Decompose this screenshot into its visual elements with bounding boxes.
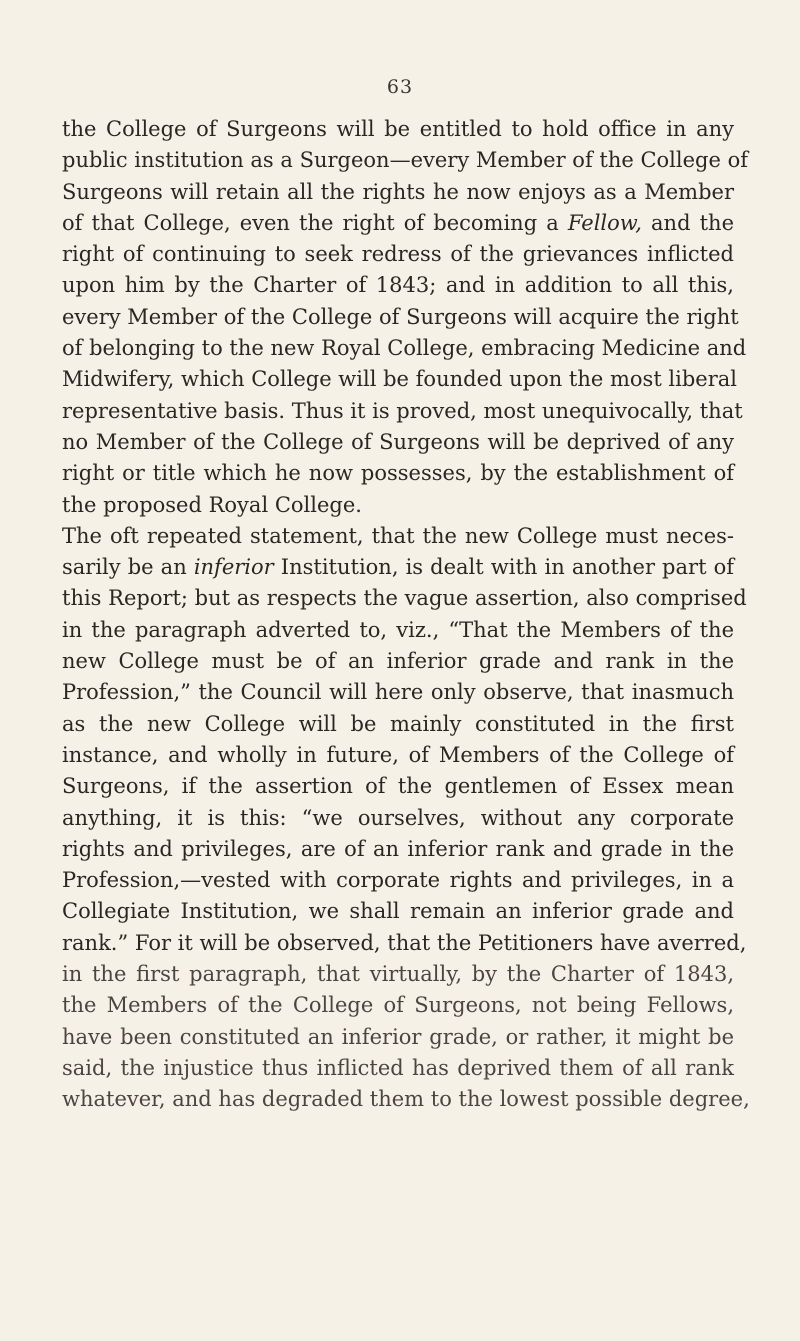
text-segment: of that College, even the right of becoming a bbox=[62, 210, 568, 235]
text-line: right or title which he now possesses, by the establishment of bbox=[62, 461, 734, 486]
italic-word: Fellow, bbox=[567, 210, 642, 235]
text-line: Profession,” the Council will here only observe, that inasmuch bbox=[62, 680, 734, 705]
text-line: have been constituted an inferior grade, or rather, it might be bbox=[62, 1024, 734, 1049]
text-line: upon him by the Charter of 1843; and in addition to all this, bbox=[62, 273, 734, 298]
italic-word: inferior bbox=[193, 555, 274, 580]
text-line: right of continuing to seek redress of the grievances inflicted bbox=[62, 242, 734, 267]
text-line: the College of Surgeons will be entitled to hold office in any bbox=[62, 117, 734, 141]
page-number: 63 bbox=[386, 76, 414, 98]
text-line: rights and privileges, are of an inferior rank and grade in the bbox=[62, 836, 734, 861]
text-line-paragraph-start: The oft repeated statement, that the new College must neces- bbox=[62, 523, 734, 548]
text-line: new College must be of an inferior grade and rank in the bbox=[62, 649, 734, 674]
text-segment: sarily be an bbox=[62, 555, 194, 580]
text-line: Surgeons will retain all the rights he now enjoys as a Member bbox=[62, 179, 734, 204]
text-line: this Report; but as respects the vague assertion, also comprised bbox=[62, 586, 747, 611]
text-segment: and the bbox=[641, 210, 735, 235]
text-line: every Member of the College of Surgeons will acquire the right bbox=[62, 304, 739, 329]
text-line: in the paragraph adverted to, viz., “That the Members of the bbox=[62, 617, 734, 642]
text-line: said, the injustice thus inflicted has deprived them of all rank bbox=[62, 1055, 734, 1080]
text-line: Surgeons, if the assertion of the gentlemen of Essex mean bbox=[62, 774, 734, 799]
text-line: Profession,—vested with corporate rights and privileges, in a bbox=[62, 868, 734, 893]
text-line-with-italic bbox=[62, 552, 734, 583]
body-text bbox=[62, 114, 750, 1116]
text-line: the proposed Royal College. bbox=[62, 492, 362, 517]
text-line: rank.” For it will be observed, that the Petitioners have averred, bbox=[62, 930, 747, 955]
text-segment: Institution, is dealt with in another part of bbox=[273, 555, 735, 580]
text-line: Midwifery, which College will be founded upon the most liberal bbox=[62, 367, 738, 392]
text-line: as the new College will be mainly constituted in the first bbox=[62, 711, 734, 736]
text-line: instance, and wholly in future, of Members of the College of bbox=[62, 742, 734, 767]
text-line: the Members of the College of Surgeons, not being Fellows, bbox=[62, 993, 734, 1018]
text-line: anything, it is this: “we ourselves, without any corporate bbox=[62, 805, 734, 830]
text-line: no Member of the College of Surgeons will be deprived of any bbox=[62, 429, 734, 454]
text-line: public institution as a Surgeon—every Member of the College of bbox=[62, 148, 748, 173]
text-line: Collegiate Institution, we shall remain an inferior grade and bbox=[62, 899, 734, 924]
text-line: in the first paragraph, that virtually, by the Charter of 1843, bbox=[62, 962, 734, 987]
text-line: whatever, and has degraded them to the lowest possible degree, bbox=[62, 1087, 750, 1112]
text-line: representative basis. Thus it is proved, most unequivocally, that bbox=[62, 398, 743, 423]
text-line-with-italic bbox=[62, 208, 734, 239]
text-line: of belonging to the new Royal College, embracing Medicine and bbox=[62, 336, 747, 361]
